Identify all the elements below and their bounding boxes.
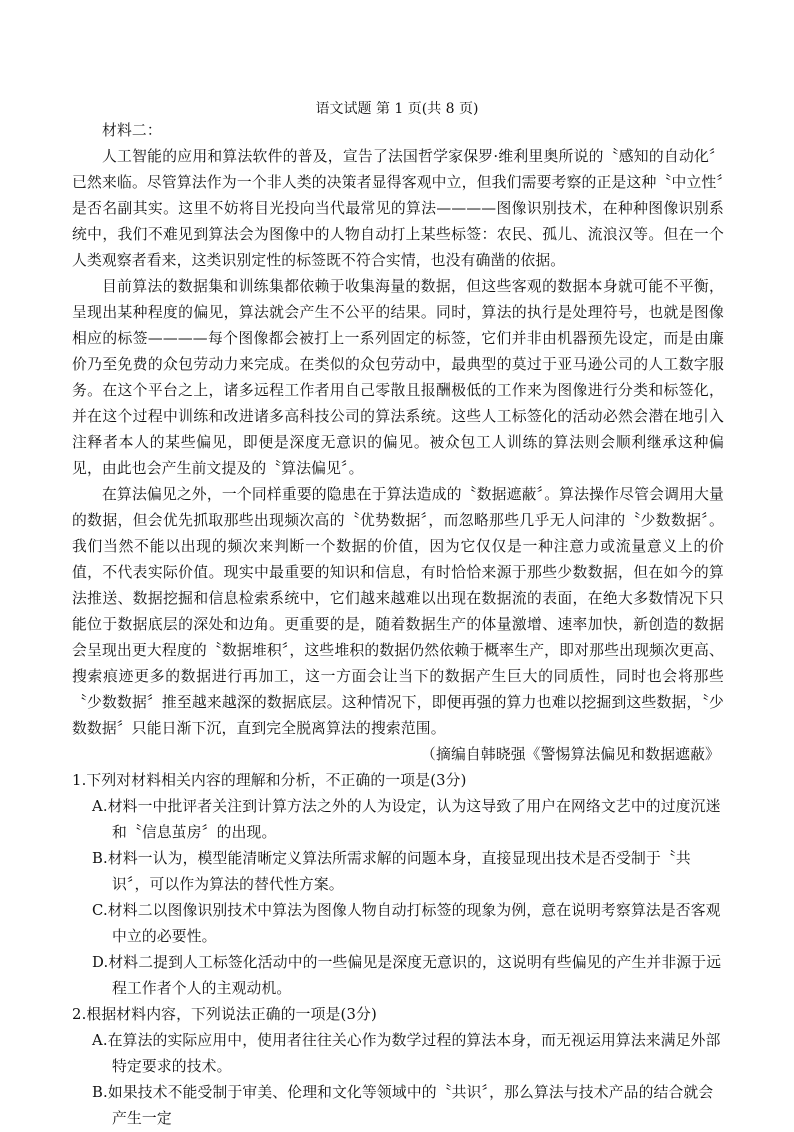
paragraph-1: 人工智能的应用和算法软件的普及，宣告了法国哲学家保罗·维利里奥所说的〝感知的自动化〞已然来临。尽管算法作为一个非人类的决策者显得客观中立，但我们需要考察的正是这种〝中立性〞是否名副其实。这里不妨将目光投向当代最常见的算法————图像识别技术，在种种图像识别系统中，我们不难见到算法会为图像中的人物自动打上某些标签：农民、孤儿、流浪汉等。但在一个人类观察者看来，这类识别定性的标签既不符合实情，也没有确凿的依据。 bbox=[72, 148, 724, 269]
question-stem: 2.根据材料内容，下列说法正确的一项是(3分) bbox=[72, 1006, 377, 1023]
source-citation: （摘编自韩晓强《警惕算法偏见和数据遮蔽》 bbox=[421, 746, 720, 763]
option-a: A.在算法的实际应用中，使用者往往关心作为数学过程的算法本身，而无视运用算法来满足外部特定要求的技术。 bbox=[92, 1032, 721, 1075]
document-body bbox=[72, 118, 724, 1132]
option-a: A.材料一中批评者关注到计算方法之外的人为设定，认为这导致了用户在网络文艺中的过度沉迷和〝信息茧房〞的出现。 bbox=[92, 798, 721, 841]
material-label: 材料二： bbox=[102, 122, 162, 139]
question-1 bbox=[72, 768, 724, 1002]
question-stem: 1.下列对材料相关内容的理解和分析，不正确的一项是(3分) bbox=[72, 772, 467, 789]
option-c: C.材料二以图像识别技术中算法为图像人物自动打标签的现象为例，意在说明考察算法是否客观中立的必要性。 bbox=[92, 902, 721, 945]
paragraph-3: 在算法偏见之外，一个同样重要的隐患在于算法造成的〝数据遮蔽〞。算法操作尽管会调用大量的数据，但会优先抓取那些出现频次高的〝优势数据〞，而忽略那些几乎无人问津的〝少数数据〞。我们当然不能以出现的频次来判断一个数据的价值，因为它仅仅是一种注意力或流量意义上的价值，不代表实际价值。现实中最重要的知识和信息，有时恰恰来源于那些少数数据，但在如今的算法推送、数据挖掘和信息检索系统中，它们越来越难以出现在数据流的表面，在绝大多数情况下只能位于数据底层的深处和边角。更重要的是，随着数据生产的体量激增、速率加快，新创造的数据会呈现出更大程度的〝数据堆积〞，这些堆积的数据仍然依赖于概率生产，即对那些出现频次更高、搜索痕迹更多的数据进行再加工，这一方面会让当下的数据产生巨大的同质性，同时也会将那些〝少数数据〞推至越来越深的数据底层。这种情况下，即便再强的算力也难以挖掘到这些数据，〝少数数据〞只能日渐下沉，直到完全脱离算法的搜索范围。 bbox=[72, 486, 724, 737]
paragraph-2: 目前算法的数据集和训练集都依赖于收集海量的数据，但这些客观的数据本身就可能不平衡，呈现出某种程度的偏见，算法就会产生不公平的结果。同时，算法的执行是处理符号，也就是图像相应的标签————每个图像都会被打上一系列固定的标签，它们并非由机器预先设定，而是由廉价乃至免费的众包劳动力来完成。在类似的众包劳动中，最典型的莫过于亚马逊公司的人工数字服务。在这个平台之上，诸多远程工作者用自己零散且报酬极低的工作来为图像进行分类和标签化，并在这个过程中训练和改进诸多高科技公司的算法系统。这些人工标签化的活动必然会潜在地引入注释者本人的某些偏见，即便是深度无意识的偏见。被众包工人训练的算法则会顺利继承这种偏见，由此也会产生前文提及的〝算法偏见〞。 bbox=[72, 278, 724, 477]
question-2 bbox=[72, 1002, 724, 1132]
option-b: B.如果技术不能受制于审美、伦理和文化等领域中的〝共识〞，那么算法与技术产品的结合就会产生一定 bbox=[92, 1084, 714, 1127]
option-b: B.材料一认为，模型能清晰定义算法所需求解的问题本身，直接显现出技术是否受制于〝共识〞，可以作为算法的替代性方案。 bbox=[92, 850, 691, 893]
option-d: D.材料二提到人工标签化活动中的一些偏见是深度无意识的，这说明有些偏见的产生并非源于远程工作者个人的主观动机。 bbox=[92, 954, 722, 997]
page-header: 语文试题 第 1 页(共 8 页) bbox=[315, 101, 479, 117]
